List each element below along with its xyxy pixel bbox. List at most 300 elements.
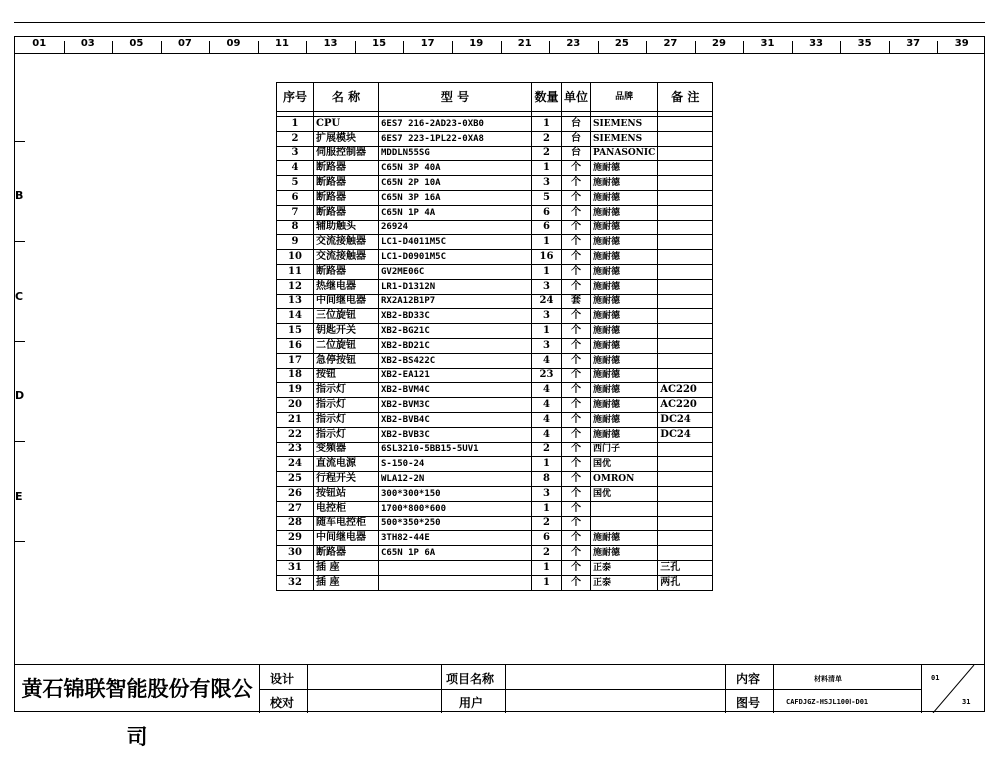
cell-model: LC1-D4011M5C (379, 235, 532, 250)
cell-model: S-150-24 (379, 457, 532, 472)
ruler-tick (695, 41, 696, 53)
cell-note (658, 131, 713, 146)
table-row (277, 516, 713, 531)
cell-qty: 1 (532, 264, 562, 279)
table-row (277, 250, 713, 265)
row-tick (15, 541, 25, 542)
cell-no: 22 (277, 427, 314, 442)
cell-unit: 个 (562, 205, 591, 220)
cell-no: 25 (277, 472, 314, 487)
cell-no: 23 (277, 442, 314, 457)
ruler-tick (743, 41, 744, 53)
cell-brand: 施耐德 (591, 205, 658, 220)
cell-note (658, 146, 713, 161)
table-row (277, 353, 713, 368)
cell-name: 断路器 (314, 190, 379, 205)
cell-brand: 施耐德 (591, 264, 658, 279)
cell-qty: 4 (532, 427, 562, 442)
cell-no: 26 (277, 486, 314, 501)
cell-name: 指示灯 (314, 398, 379, 413)
cell-name: 伺服控制器 (314, 146, 379, 161)
ruler-number: 29 (712, 38, 726, 49)
cell-name: 扩展模块 (314, 131, 379, 146)
cell-unit: 个 (562, 531, 591, 546)
cell-name: 交流接触器 (314, 250, 379, 265)
cell-model: XB2-BG21C (379, 324, 532, 339)
ruler-tick (792, 41, 793, 53)
cell-qty: 6 (532, 220, 562, 235)
cell-qty: 1 (532, 457, 562, 472)
materials-table-body (277, 117, 713, 591)
cell-qty: 2 (532, 146, 562, 161)
cell-unit: 个 (562, 309, 591, 324)
cell-model: XB2-EA121 (379, 368, 532, 383)
cell-qty: 3 (532, 486, 562, 501)
cell-note (658, 353, 713, 368)
cell-brand: 施耐德 (591, 250, 658, 265)
cell-brand (591, 501, 658, 516)
cell-name: 中间继电器 (314, 294, 379, 309)
table-row (277, 294, 713, 309)
cell-model: LC1-D0901M5C (379, 250, 532, 265)
cell-brand: OMRON (591, 472, 658, 487)
cell-note (658, 294, 713, 309)
cell-unit: 个 (562, 279, 591, 294)
ruler-tick (598, 41, 599, 53)
table-header-row (277, 83, 713, 112)
ruler-tick (889, 41, 890, 53)
cell-no: 19 (277, 383, 314, 398)
cell-unit: 个 (562, 235, 591, 250)
header-name: 名 称 (314, 83, 379, 112)
cell-no: 24 (277, 457, 314, 472)
content-value: 材料清单 (814, 675, 842, 683)
ruler-tick (112, 41, 113, 53)
cell-note (658, 264, 713, 279)
project-name-label: 项目名称 (446, 672, 495, 686)
cell-no: 18 (277, 368, 314, 383)
cell-unit: 个 (562, 398, 591, 413)
cell-model: 3TH82-44E (379, 531, 532, 546)
ruler-number: 25 (614, 38, 629, 49)
cell-unit: 个 (562, 442, 591, 457)
ruler-number: 05 (129, 38, 144, 49)
cell-unit: 个 (562, 457, 591, 472)
cell-no: 20 (277, 398, 314, 413)
user-label: 用户 (459, 696, 484, 710)
row-tick (15, 341, 25, 342)
table-row (277, 560, 713, 575)
cell-brand: SIEMENS (591, 117, 658, 132)
cell-name: 断路器 (314, 205, 379, 220)
cell-no: 12 (277, 279, 314, 294)
cell-qty: 2 (532, 516, 562, 531)
ruler-tick (64, 41, 65, 53)
header-brand: 品牌 (591, 83, 658, 112)
cell-brand: 施耐德 (591, 190, 658, 205)
cell-name: 插 座 (314, 560, 379, 575)
table-row (277, 235, 713, 250)
ruler-tick (501, 41, 502, 53)
cell-name: 辅助触头 (314, 220, 379, 235)
cell-model: C65N 1P 4A (379, 205, 532, 220)
cell-name: 按钮 (314, 368, 379, 383)
cell-no: 28 (277, 516, 314, 531)
cell-model: 6ES7 216-2AD23-0XB0 (379, 117, 532, 132)
cell-unit: 台 (562, 146, 591, 161)
cell-note (658, 442, 713, 457)
table-row (277, 338, 713, 353)
cell-model: 6SL3210-5BB15-5UV1 (379, 442, 532, 457)
cell-name: 指示灯 (314, 427, 379, 442)
cell-no: 5 (277, 176, 314, 191)
ruler-number: 13 (323, 38, 338, 49)
table-row (277, 457, 713, 472)
table-row (277, 176, 713, 191)
cell-unit: 个 (562, 220, 591, 235)
ruler-tick (549, 41, 550, 53)
row-letter: D (15, 389, 25, 402)
cell-note (658, 176, 713, 191)
table-row (277, 161, 713, 176)
cell-qty: 2 (532, 546, 562, 561)
cell-qty: 2 (532, 442, 562, 457)
cell-name: 插 座 (314, 575, 379, 590)
table-row (277, 412, 713, 427)
cell-unit: 个 (562, 190, 591, 205)
cell-note (658, 531, 713, 546)
cell-note (658, 338, 713, 353)
cell-model (379, 560, 532, 575)
cell-no: 27 (277, 501, 314, 516)
cell-brand: 施耐德 (591, 353, 658, 368)
ruler-tick (403, 41, 404, 53)
cell-note (658, 117, 713, 132)
cell-no: 9 (277, 235, 314, 250)
cell-unit: 个 (562, 368, 591, 383)
cell-no: 3 (277, 146, 314, 161)
cell-qty: 6 (532, 531, 562, 546)
ruler-number: 17 (420, 38, 435, 49)
cell-model: XB2-BD33C (379, 309, 532, 324)
cell-model: C65N 2P 10A (379, 176, 532, 191)
cell-model: 300*300*150 (379, 486, 532, 501)
ruler-tick (161, 41, 162, 53)
ruler-number: 37 (906, 38, 921, 49)
cell-model: XB2-BVM3C (379, 398, 532, 413)
cell-brand: 正泰 (591, 575, 658, 590)
ruler-tick (355, 41, 356, 53)
cell-qty: 3 (532, 338, 562, 353)
cell-unit: 个 (562, 264, 591, 279)
row-letter: B (15, 189, 24, 202)
cell-no: 11 (277, 264, 314, 279)
cell-brand: 施耐德 (591, 338, 658, 353)
cell-model (379, 575, 532, 590)
check-label: 校对 (270, 696, 295, 710)
drawing-number-value: CAFDJGZ-HSJL100Ⅰ-D01 (786, 698, 869, 706)
table-row (277, 190, 713, 205)
table-row (277, 220, 713, 235)
cell-name: 指示灯 (314, 412, 379, 427)
cell-unit: 个 (562, 560, 591, 575)
header-no: 序号 (277, 83, 314, 112)
cell-brand: 施耐德 (591, 324, 658, 339)
table-row (277, 383, 713, 398)
cell-name: CPU (314, 117, 379, 132)
cell-model: XB2-BVB3C (379, 427, 532, 442)
company-name: 黄石锦联智能股份有限公司 (21, 677, 253, 749)
title-block-midline (260, 689, 922, 690)
cell-qty: 1 (532, 324, 562, 339)
cell-name: 二位旋钮 (314, 338, 379, 353)
cell-note (658, 250, 713, 265)
cell-brand (591, 516, 658, 531)
table-row (277, 131, 713, 146)
cell-qty: 1 (532, 117, 562, 132)
cell-no: 2 (277, 131, 314, 146)
cell-brand: 施耐德 (591, 220, 658, 235)
cell-qty: 2 (532, 131, 562, 146)
materials-table (276, 82, 713, 591)
cell-unit: 个 (562, 250, 591, 265)
cell-name: 电控柜 (314, 501, 379, 516)
cell-note: AC220 (658, 383, 713, 398)
ruler-number: 09 (226, 38, 241, 49)
cell-qty: 1 (532, 501, 562, 516)
cell-model: XB2-BVM4C (379, 383, 532, 398)
cell-brand: 施耐德 (591, 412, 658, 427)
ruler-number: 03 (80, 38, 95, 49)
ruler-number: 23 (566, 38, 581, 49)
cell-no: 13 (277, 294, 314, 309)
cell-brand: 西门子 (591, 442, 658, 457)
ruler-number: 27 (663, 38, 678, 49)
cell-unit: 个 (562, 176, 591, 191)
cell-qty: 8 (532, 472, 562, 487)
cell-brand: 国优 (591, 486, 658, 501)
cell-no: 31 (277, 560, 314, 575)
cell-name: 按钮站 (314, 486, 379, 501)
ruler-number: 31 (760, 38, 775, 49)
table-row (277, 368, 713, 383)
sheet-number-divider (922, 665, 985, 713)
cell-qty: 4 (532, 383, 562, 398)
cell-brand: 施耐德 (591, 279, 658, 294)
cell-qty: 4 (532, 398, 562, 413)
cell-unit: 个 (562, 501, 591, 516)
cell-no: 29 (277, 531, 314, 546)
table-row (277, 117, 713, 132)
cell-note (658, 486, 713, 501)
cell-unit: 个 (562, 338, 591, 353)
cell-unit: 个 (562, 472, 591, 487)
table-row (277, 279, 713, 294)
ruler-number: 21 (517, 38, 532, 49)
header-model: 型 号 (379, 83, 532, 112)
cell-note (658, 220, 713, 235)
drawing-number-label: 图号 (736, 696, 761, 710)
cell-brand: 施耐德 (591, 368, 658, 383)
cell-no: 6 (277, 190, 314, 205)
cell-name: 中间继电器 (314, 531, 379, 546)
cell-qty: 1 (532, 560, 562, 575)
cell-name: 行程开关 (314, 472, 379, 487)
cell-unit: 个 (562, 486, 591, 501)
cell-no: 7 (277, 205, 314, 220)
cell-note: 三孔 (658, 560, 713, 575)
cell-model: MDDLN55SG (379, 146, 532, 161)
table-row (277, 146, 713, 161)
table-row (277, 531, 713, 546)
cell-model: GV2ME06C (379, 264, 532, 279)
row-tick (15, 141, 25, 142)
cell-note (658, 546, 713, 561)
cell-model: 1700*800*600 (379, 501, 532, 516)
content-label: 内容 (736, 672, 761, 686)
ruler-number: 15 (372, 38, 387, 49)
cell-model: C65N 3P 40A (379, 161, 532, 176)
ruler-number: 01 (32, 38, 47, 49)
cell-note (658, 205, 713, 220)
table-row (277, 398, 713, 413)
ruler-tick (306, 41, 307, 53)
column-ruler (15, 37, 984, 54)
cell-name: 随车电控柜 (314, 516, 379, 531)
cell-no: 30 (277, 546, 314, 561)
cell-note (658, 324, 713, 339)
cell-model: XB2-BVB4C (379, 412, 532, 427)
cell-name: 热继电器 (314, 279, 379, 294)
cell-brand: 施耐德 (591, 427, 658, 442)
cell-model: RX2A12B1P7 (379, 294, 532, 309)
ruler-number: 19 (469, 38, 484, 49)
cell-model: 500*350*250 (379, 516, 532, 531)
cell-no: 14 (277, 309, 314, 324)
cell-brand: 正泰 (591, 560, 658, 575)
table-row (277, 486, 713, 501)
table-row (277, 205, 713, 220)
cell-qty: 23 (532, 368, 562, 383)
cell-qty: 3 (532, 309, 562, 324)
cell-brand: 施耐德 (591, 531, 658, 546)
cell-brand: 施耐德 (591, 235, 658, 250)
cell-unit: 套 (562, 294, 591, 309)
cell-no: 8 (277, 220, 314, 235)
cell-unit: 个 (562, 324, 591, 339)
top-border-line (14, 22, 985, 23)
cell-unit: 个 (562, 516, 591, 531)
cell-brand: PANASONIC (591, 146, 658, 161)
table-row (277, 546, 713, 561)
cell-model: WLA12-2N (379, 472, 532, 487)
cell-qty: 3 (532, 176, 562, 191)
design-label: 设计 (270, 672, 295, 686)
cell-unit: 个 (562, 353, 591, 368)
cell-note (658, 190, 713, 205)
cell-note: 两孔 (658, 575, 713, 590)
cell-note (658, 161, 713, 176)
cell-qty: 6 (532, 205, 562, 220)
title-block (14, 664, 985, 749)
table-row (277, 309, 713, 324)
table-row (277, 442, 713, 457)
cell-unit: 台 (562, 131, 591, 146)
ruler-tick (646, 41, 647, 53)
cell-qty: 1 (532, 161, 562, 176)
cell-name: 交流接触器 (314, 235, 379, 250)
cell-note: DC24 (658, 427, 713, 442)
cell-brand: 施耐德 (591, 546, 658, 561)
ruler-number: 07 (177, 38, 192, 49)
cell-no: 32 (277, 575, 314, 590)
cell-brand: 施耐德 (591, 176, 658, 191)
cell-qty: 1 (532, 235, 562, 250)
cell-unit: 个 (562, 427, 591, 442)
cell-model: XB2-BD21C (379, 338, 532, 353)
cell-no: 15 (277, 324, 314, 339)
ruler-tick (209, 41, 210, 53)
sheet-number: 01 (931, 674, 940, 682)
table-row (277, 472, 713, 487)
ruler-number: 35 (857, 38, 872, 49)
cell-brand: 施耐德 (591, 309, 658, 324)
row-letter: C (15, 290, 24, 303)
cell-unit: 个 (562, 575, 591, 590)
cell-note (658, 309, 713, 324)
ruler-tick (840, 41, 841, 53)
cell-qty: 16 (532, 250, 562, 265)
ruler-tick (452, 41, 453, 53)
table-row (277, 501, 713, 516)
company-cell (14, 665, 260, 749)
cell-note (658, 501, 713, 516)
cell-model: LR1-D1312N (379, 279, 532, 294)
cell-note (658, 457, 713, 472)
cell-model: C65N 3P 16A (379, 190, 532, 205)
cell-no: 4 (277, 161, 314, 176)
cell-name: 直流电源 (314, 457, 379, 472)
cell-brand: 施耐德 (591, 161, 658, 176)
cell-model: XB2-BS422C (379, 353, 532, 368)
ruler-number: 11 (275, 38, 289, 49)
ruler-number: 39 (954, 38, 969, 49)
cell-model: 26924 (379, 220, 532, 235)
cell-note: AC220 (658, 398, 713, 413)
cell-brand: SIEMENS (591, 131, 658, 146)
cell-qty: 1 (532, 575, 562, 590)
cell-no: 21 (277, 412, 314, 427)
cell-no: 10 (277, 250, 314, 265)
ruler-tick (937, 41, 938, 53)
cell-brand: 施耐德 (591, 383, 658, 398)
row-tick (15, 241, 25, 242)
cell-note (658, 279, 713, 294)
row-tick (15, 441, 25, 442)
cell-qty: 3 (532, 279, 562, 294)
header-note: 备 注 (658, 83, 713, 112)
cell-unit: 台 (562, 117, 591, 132)
cell-name: 钥匙开关 (314, 324, 379, 339)
cell-note (658, 472, 713, 487)
cell-name: 断路器 (314, 546, 379, 561)
header-unit: 单位 (562, 83, 591, 112)
cell-qty: 5 (532, 190, 562, 205)
cell-brand: 国优 (591, 457, 658, 472)
cell-qty: 24 (532, 294, 562, 309)
cell-note (658, 235, 713, 250)
cell-name: 断路器 (314, 161, 379, 176)
